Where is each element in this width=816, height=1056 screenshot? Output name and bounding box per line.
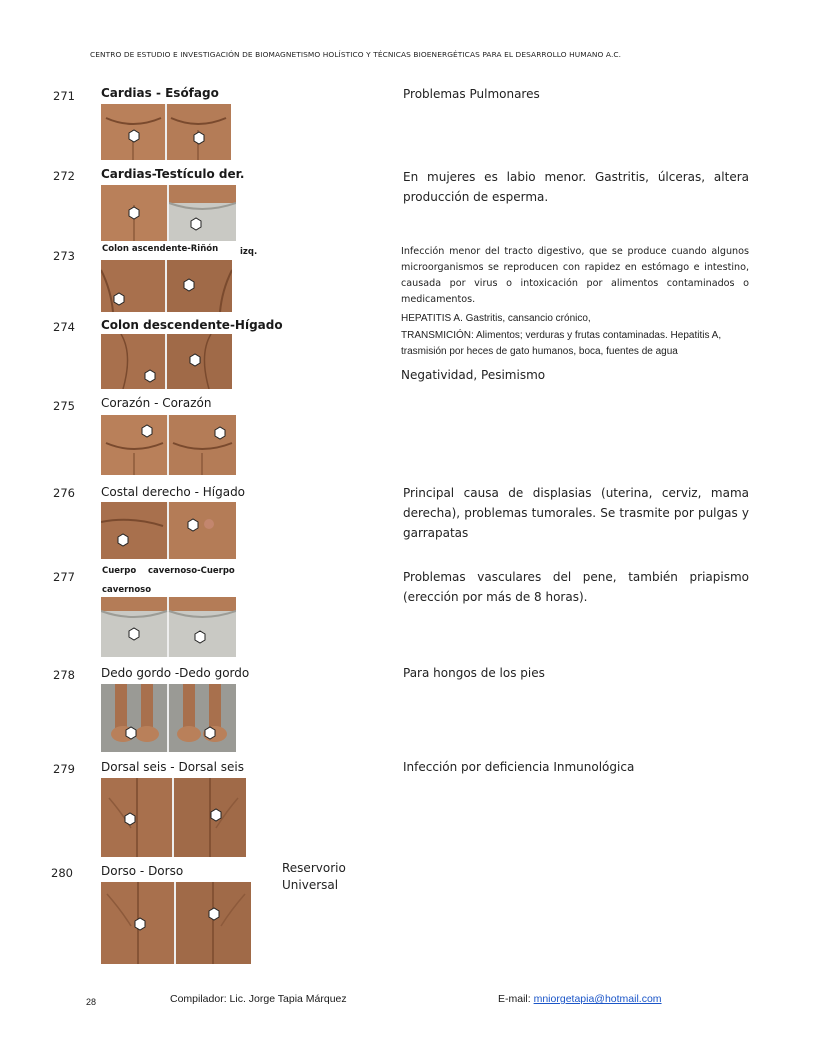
email-label: E-mail: — [498, 993, 531, 1005]
hexagon-marker-icon — [194, 132, 204, 144]
entry-description-secondary: Negatividad, Pesimismo — [401, 368, 546, 382]
groin-image — [101, 597, 236, 657]
abdomen-image — [101, 260, 232, 312]
hexagon-marker-icon — [191, 218, 201, 230]
torso-image — [101, 104, 231, 160]
entry-number: 271 — [53, 89, 75, 103]
entry-title-extra: izq. — [240, 247, 258, 257]
abdomen-image — [101, 334, 232, 389]
entry-title: Cuerpo cavernoso-Cuerpo — [102, 566, 235, 576]
torso-groin-image — [101, 185, 236, 241]
hexagon-marker-icon — [209, 908, 219, 920]
hexagon-marker-icon — [126, 727, 136, 739]
entry-description: Problemas vasculares del pene, también priapismo (erección por más de 8 horas). — [403, 570, 749, 604]
hexagon-marker-icon — [195, 631, 205, 643]
entry-title: Colon descendente-Hígado — [101, 318, 283, 332]
entry-title: Costal derecho - Hígado — [101, 485, 246, 499]
entry-description: Infección menor del tracto digestivo, que se produce cuando algunos microorganismos se reproducen con rapidez en estómago e intestino, causada por virus o intoxicación por alimentos contaminados o medicamentos. — [401, 246, 749, 305]
entry-title: Corazón - Corazón — [101, 396, 212, 410]
entry-number: 272 — [53, 169, 75, 183]
entry-number: 277 — [53, 570, 75, 584]
back-image — [101, 778, 246, 857]
hexagon-marker-icon — [125, 813, 135, 825]
hexagon-marker-icon — [129, 207, 139, 219]
description-line: trasmisión por heces de gato humanos, boca, fuentes de agua — [401, 346, 678, 357]
page-header: CENTRO DE ESTUDIO E INVESTIGACIÓN DE BIOMAGNETISMO HOLÍSTICO Y TÉCNICAS BIOENERGÉTICAS PARA EL DESARROLLO HUMANO A.C. — [90, 50, 622, 59]
entry-description: Principal causa de displasias (uterina, cerviz, mama derecha), problemas tumorales. Se trasmite por pulgas y garrapatas — [403, 486, 749, 540]
hexagon-marker-icon — [129, 628, 139, 640]
entry-number: 276 — [53, 486, 75, 500]
entry-description: Problemas Pulmonares — [403, 87, 540, 101]
entry-title: Cardias - Esófago — [101, 86, 219, 100]
entry-description: Reservorio Universal — [282, 861, 346, 892]
hexagon-marker-icon — [129, 130, 139, 142]
entry-number: 279 — [53, 762, 75, 776]
entry-description: Para hongos de los pies — [403, 666, 545, 680]
entry-title: Dorsal seis - Dorsal seis — [101, 760, 244, 774]
email-line — [498, 993, 662, 1005]
entry-number: 280 — [51, 866, 73, 880]
hexagon-marker-icon — [184, 279, 194, 291]
entry-title-extra: cavernoso — [102, 585, 152, 595]
back-image — [101, 882, 251, 964]
email-link[interactable]: mniorgetapia@hotmail.com — [533, 993, 662, 1005]
entry-description — [401, 311, 761, 361]
entry-title: Dedo gordo -Dedo gordo — [101, 666, 250, 680]
hexagon-marker-icon — [118, 534, 128, 546]
entry-number: 275 — [53, 399, 75, 413]
entry-description: En mujeres es labio menor. Gastritis, úlceras, altera producción de esperma. — [403, 170, 749, 204]
entry-title: Cardias-Testículo der. — [101, 167, 245, 181]
hexagon-marker-icon — [205, 727, 215, 739]
hexagon-marker-icon — [215, 427, 225, 439]
entry-title: Colon ascendente-Riñón — [102, 244, 219, 254]
hexagon-marker-icon — [190, 354, 200, 366]
entry-number: 273 — [53, 249, 75, 263]
hexagon-marker-icon — [142, 425, 152, 437]
entry-description: Infección por deficiencia Inmunológica — [403, 760, 635, 774]
torso-side-image — [101, 502, 236, 559]
description-line: HEPATITIS A. Gastritis, cansancio crónico, — [401, 313, 591, 324]
entry-number: 278 — [53, 668, 75, 682]
description-line: TRANSMICIÓN: Alimentos; verduras y frutas contaminadas. Hepatitis A, — [401, 329, 722, 341]
entry-number: 274 — [53, 320, 75, 334]
page-number: 28 — [86, 997, 97, 1007]
hexagon-marker-icon — [145, 370, 155, 382]
entry-title: Dorso - Dorso — [101, 864, 184, 878]
hexagon-marker-icon — [135, 918, 145, 930]
compiler-credit: Compilador: Lic. Jorge Tapia Márquez — [170, 993, 347, 1005]
hexagon-marker-icon — [114, 293, 124, 305]
hexagon-marker-icon — [211, 809, 221, 821]
chest-image — [101, 415, 236, 475]
feet-image — [101, 684, 236, 752]
hexagon-marker-icon — [188, 519, 198, 531]
